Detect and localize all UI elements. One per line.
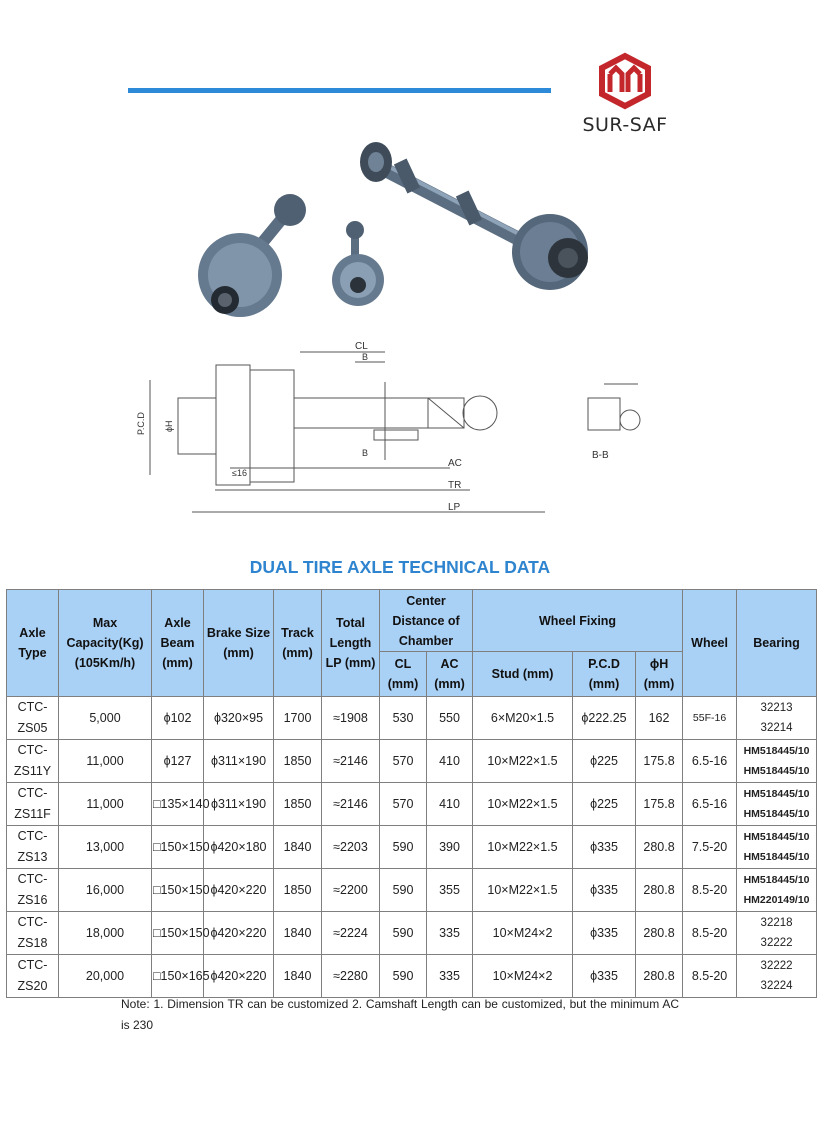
cell-stud: 6×M20×1.5 [473, 697, 573, 740]
bearing-2: HM518445/10 [743, 765, 810, 777]
cell-brake: ϕ420×220 [204, 869, 274, 912]
cell-track: 1700 [274, 697, 322, 740]
cell-lp: ≈2200 [322, 869, 380, 912]
header-total-length: Total Length LP (mm) [322, 590, 380, 697]
table-row [7, 955, 817, 998]
bearing-2: 32214 [760, 722, 793, 734]
cell-bearing [737, 697, 817, 740]
cell-pcd: ϕ222.25 [573, 697, 636, 740]
cell-ac: 410 [427, 783, 473, 826]
header-max-capacity: Max Capacity(Kg) (105Km/h) [59, 590, 152, 697]
cell-wheel: 8.5-20 [683, 912, 737, 955]
header-brake-size: Brake Size (mm) [204, 590, 274, 697]
bearing-1: 32222 [760, 960, 793, 972]
cell-stud: 10×M22×1.5 [473, 783, 573, 826]
table-row [7, 697, 817, 740]
cell-wheel: 55F-16 [683, 697, 737, 740]
cell-axle-type: CTC-ZS11F [7, 783, 59, 826]
dim-ac: AC [448, 458, 462, 469]
cell-beam: ϕ102 [152, 697, 204, 740]
dim-le16: ≤16 [232, 468, 247, 478]
cell-phi-h: 175.8 [636, 783, 683, 826]
table-row [7, 783, 817, 826]
cell-axle-type: CTC-ZS18 [7, 912, 59, 955]
header-rule [128, 88, 551, 93]
cell-ac: 355 [427, 869, 473, 912]
cell-axle-type: CTC-ZS13 [7, 826, 59, 869]
cell-brake: ϕ420×220 [204, 955, 274, 998]
bearing-1: HM518445/10 [743, 874, 810, 886]
cell-pcd: ϕ335 [573, 869, 636, 912]
bearing-2: HM220149/10 [743, 894, 810, 906]
short-axle-icon [198, 194, 306, 317]
bearing-1: HM518445/10 [743, 788, 810, 800]
cell-beam: □150×150 [152, 869, 204, 912]
cell-phi-h: 280.8 [636, 955, 683, 998]
axle-technical-drawing [130, 340, 690, 530]
cell-brake: ϕ320×95 [204, 697, 274, 740]
dim-pcd: P.C.D [136, 412, 146, 435]
dim-b-top: B [362, 352, 369, 362]
header-axle-type: Axle Type [7, 590, 59, 697]
cell-ac: 335 [427, 955, 473, 998]
cell-cl: 570 [380, 740, 427, 783]
cell-stud: 10×M24×2 [473, 912, 573, 955]
cell-stud: 10×M22×1.5 [473, 826, 573, 869]
cell-capacity: 11,000 [59, 783, 152, 826]
cell-lp: ≈2280 [322, 955, 380, 998]
dim-phi-h: ϕH [164, 420, 174, 432]
header-bearing: Bearing [737, 590, 817, 697]
header-center-distance: Center Distance of Chamber [380, 590, 473, 652]
cell-ac: 335 [427, 912, 473, 955]
brand-logo [560, 52, 690, 136]
table-title: DUAL TIRE AXLE TECHNICAL DATA [249, 557, 551, 577]
cell-beam: ϕ127 [152, 740, 204, 783]
bearing-1: 32218 [760, 917, 793, 929]
cell-brake: ϕ311×190 [204, 783, 274, 826]
cell-lp: ≈1908 [322, 697, 380, 740]
cell-wheel: 8.5-20 [683, 955, 737, 998]
header-pcd: P.C.D (mm) [573, 652, 636, 697]
axle-product-photo [180, 140, 620, 340]
cell-ac: 390 [427, 826, 473, 869]
bearing-2: 32222 [760, 937, 793, 949]
brand-name: SUR-SAF [582, 114, 668, 136]
section-label: B-B [592, 450, 609, 461]
cell-bearing [737, 783, 817, 826]
header-stud: Stud (mm) [473, 652, 573, 697]
header-wheel: Wheel [683, 590, 737, 697]
table-row [7, 912, 817, 955]
cell-track: 1850 [274, 740, 322, 783]
bearing-2: HM518445/10 [743, 851, 810, 863]
header-cl: CL (mm) [380, 652, 427, 697]
long-axle-icon [360, 142, 588, 290]
bearing-1: 32213 [760, 702, 793, 714]
cell-phi-h: 162 [636, 697, 683, 740]
cell-wheel: 7.5-20 [683, 826, 737, 869]
dim-cl: CL [355, 341, 368, 352]
table-row [7, 826, 817, 869]
cell-wheel: 6.5-16 [683, 783, 737, 826]
cell-capacity: 5,000 [59, 697, 152, 740]
cell-brake: ϕ420×180 [204, 826, 274, 869]
table-row [7, 869, 817, 912]
cell-stud: 10×M22×1.5 [473, 740, 573, 783]
cell-cl: 590 [380, 955, 427, 998]
sursaf-emblem-icon [560, 52, 690, 114]
cell-stud: 10×M24×2 [473, 955, 573, 998]
cell-axle-type: CTC-ZS16 [7, 869, 59, 912]
cell-capacity: 16,000 [59, 869, 152, 912]
bearing-2: 32224 [760, 980, 793, 992]
header-ac: AC (mm) [427, 652, 473, 697]
cell-capacity: 20,000 [59, 955, 152, 998]
cell-track: 1840 [274, 826, 322, 869]
hub-icon [332, 221, 384, 306]
cell-capacity: 18,000 [59, 912, 152, 955]
cell-bearing [737, 869, 817, 912]
cell-axle-type: CTC-ZS11Y [7, 740, 59, 783]
header-axle-beam: Axle Beam (mm) [152, 590, 204, 697]
footnote: Note: 1. Dimension TR can be customized 2. Camshaft Length can be customized, but the minimum AC is 230 [121, 997, 679, 1032]
cell-phi-h: 280.8 [636, 826, 683, 869]
cell-bearing [737, 740, 817, 783]
dim-b-bottom: B [362, 448, 369, 458]
cell-pcd: ϕ225 [573, 783, 636, 826]
cell-lp: ≈2146 [322, 740, 380, 783]
cell-lp: ≈2203 [322, 826, 380, 869]
cell-wheel: 6.5-16 [683, 740, 737, 783]
cell-pcd: ϕ335 [573, 826, 636, 869]
cell-phi-h: 280.8 [636, 869, 683, 912]
bearing-1: HM518445/10 [743, 745, 810, 757]
cell-phi-h: 175.8 [636, 740, 683, 783]
cell-cl: 570 [380, 783, 427, 826]
cell-pcd: ϕ335 [573, 912, 636, 955]
cell-axle-type: CTC-ZS20 [7, 955, 59, 998]
cell-cl: 590 [380, 826, 427, 869]
bearing-2: HM518445/10 [743, 808, 810, 820]
cell-pcd: ϕ335 [573, 955, 636, 998]
cell-brake: ϕ311×190 [204, 740, 274, 783]
header-track: Track (mm) [274, 590, 322, 697]
cell-phi-h: 280.8 [636, 912, 683, 955]
cell-track: 1840 [274, 912, 322, 955]
technical-data-table [6, 589, 817, 998]
cell-track: 1850 [274, 869, 322, 912]
cell-beam: □150×150 [152, 826, 204, 869]
cell-cl: 590 [380, 912, 427, 955]
cell-capacity: 11,000 [59, 740, 152, 783]
cell-wheel: 8.5-20 [683, 869, 737, 912]
dim-tr: TR [448, 480, 462, 491]
cell-beam: □150×150 [152, 912, 204, 955]
cell-cl: 530 [380, 697, 427, 740]
cell-track: 1850 [274, 783, 322, 826]
cell-stud: 10×M22×1.5 [473, 869, 573, 912]
cell-lp: ≈2224 [322, 912, 380, 955]
dim-lp: LP [448, 502, 461, 513]
table-row [7, 740, 817, 783]
cell-ac: 550 [427, 697, 473, 740]
header-phi-h: ϕH (mm) [636, 652, 683, 697]
cell-beam: □135×140 [152, 783, 204, 826]
cell-ac: 410 [427, 740, 473, 783]
cell-bearing [737, 955, 817, 998]
cell-axle-type: CTC-ZS05 [7, 697, 59, 740]
bearing-1: HM518445/10 [743, 831, 810, 843]
cell-pcd: ϕ225 [573, 740, 636, 783]
cell-brake: ϕ420×220 [204, 912, 274, 955]
cell-bearing [737, 826, 817, 869]
cell-capacity: 13,000 [59, 826, 152, 869]
cell-beam: □150×165 [152, 955, 204, 998]
header-wheel-fixing: Wheel Fixing [473, 590, 683, 652]
cell-lp: ≈2146 [322, 783, 380, 826]
cell-cl: 590 [380, 869, 427, 912]
cell-bearing [737, 912, 817, 955]
cell-track: 1840 [274, 955, 322, 998]
